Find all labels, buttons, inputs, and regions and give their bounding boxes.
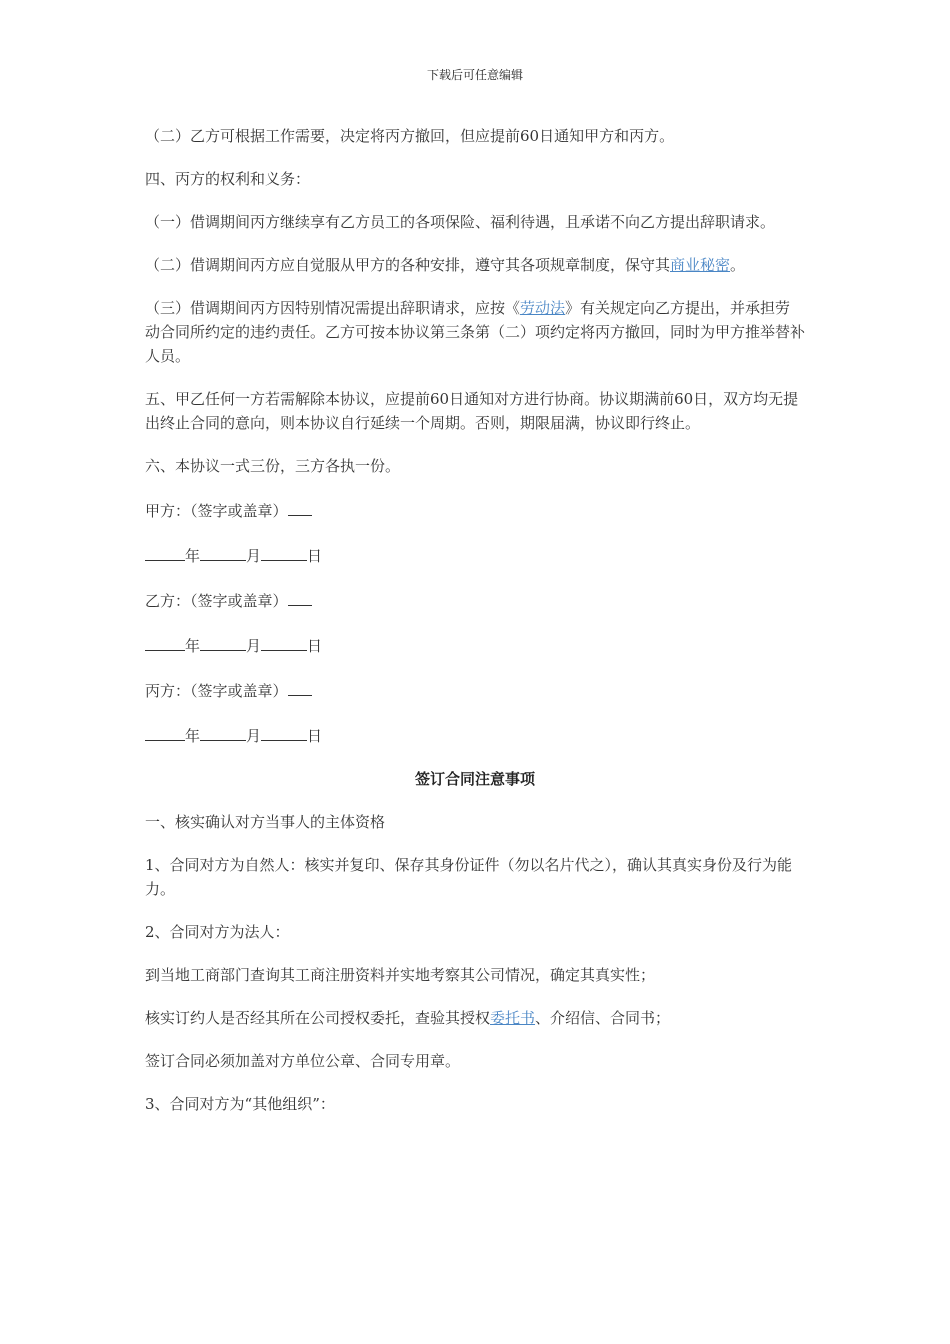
signature-label: 丙方：（签字或盖章） (145, 682, 288, 700)
link-labor-law[interactable]: 劳动法 (520, 299, 566, 317)
date-line-party-c (145, 722, 805, 748)
link-power-of-attorney[interactable]: 委托书 (490, 1009, 536, 1027)
paragraph-benefits: （一）借调期间丙方继续享有乙方员工的各项保险、福利待遇，且承诺不向乙方提出辞职请求。 (145, 213, 776, 231)
signature-blank (288, 587, 312, 606)
link-trade-secret[interactable]: 商业秘密 (670, 256, 731, 274)
day-label: 日 (307, 727, 323, 745)
paragraph-termination: 五、甲乙任何一方若需解除本协议，应提前60日通知对方进行协商。协议期满前60日，双方均无提出终止合同的意向，则本协议自行延续一个周期。否则，期限届满，协议即行终止。 (145, 390, 799, 432)
text-segment: 。 (730, 256, 746, 274)
month-blank (200, 542, 246, 561)
notes-item-other-organization: 3、合同对方为“其他组织”： (145, 1095, 335, 1113)
day-blank (261, 722, 307, 741)
text-segment: 、介绍信、合同书； (535, 1009, 671, 1027)
text-segment: （二）借调期间丙方应自觉服从甲方的各种安排，遵守其各项规章制度，保守其 (145, 256, 671, 274)
notes-item-seal: 签订合同必须加盖对方单位公章、合同专用章。 (145, 1052, 461, 1070)
paragraph-copies: 六、本协议一式三份，三方各执一份。 (145, 457, 401, 475)
text-segment: （三）借调期间丙方因特别情况需提出辞职请求，应按《 (145, 299, 521, 317)
text-segment: 》有关规定向乙方提出，并承担劳动合同所约定的违约责任。乙方可按本协议第三条第（二）项约定将丙方撤回，同时为甲方推举替补人员。 (145, 299, 806, 365)
month-label: 月 (246, 727, 262, 745)
year-blank (145, 722, 185, 741)
paragraph-resignation (145, 296, 805, 368)
notes-item-1: 一、核实确认对方当事人的主体资格 (145, 813, 386, 831)
year-blank (145, 542, 185, 561)
section-heading-rights: 四、丙方的权利和义务： (145, 170, 311, 188)
notes-item-authorization (145, 1006, 805, 1030)
month-blank (200, 722, 246, 741)
date-line-party-a (145, 542, 805, 568)
signature-label: 甲方：（签字或盖章） (145, 502, 288, 520)
month-blank (200, 632, 246, 651)
day-label: 日 (307, 637, 323, 655)
year-label: 年 (185, 637, 201, 655)
notes-item-natural-person: 1、合同对方为自然人：核实并复印、保存其身份证件（勿以名片代之），确认其真实身份及行为能力。 (145, 856, 793, 898)
year-label: 年 (185, 547, 201, 565)
notes-title: 签订合同注意事项 (414, 770, 535, 788)
text-segment: 核实订约人是否经其所在公司授权委托，查验其授权 (145, 1009, 491, 1027)
signature-line-party-a (145, 497, 805, 523)
day-label: 日 (307, 547, 323, 565)
signature-blank (288, 497, 312, 516)
document-body (145, 124, 805, 1135)
year-blank (145, 632, 185, 651)
header-note: 下载后可任意编辑 (426, 68, 523, 82)
notes-item-registration-check: 到当地工商部门查询其工商注册资料并实地考察其公司情况，确定其真实性； (145, 966, 656, 984)
date-line-party-b (145, 632, 805, 658)
notes-item-legal-person: 2、合同对方为法人： (145, 923, 290, 941)
signature-line-party-b (145, 587, 805, 613)
signature-line-party-c (145, 677, 805, 703)
day-blank (261, 632, 307, 651)
month-label: 月 (246, 637, 262, 655)
paragraph-obey-rules (145, 253, 805, 277)
year-label: 年 (185, 727, 201, 745)
day-blank (261, 542, 307, 561)
signature-blank (288, 677, 312, 696)
month-label: 月 (246, 547, 262, 565)
signature-label: 乙方：（签字或盖章） (145, 592, 288, 610)
paragraph-recall-clause: （二）乙方可根据工作需要，决定将丙方撤回，但应提前60日通知甲方和丙方。 (145, 127, 675, 145)
